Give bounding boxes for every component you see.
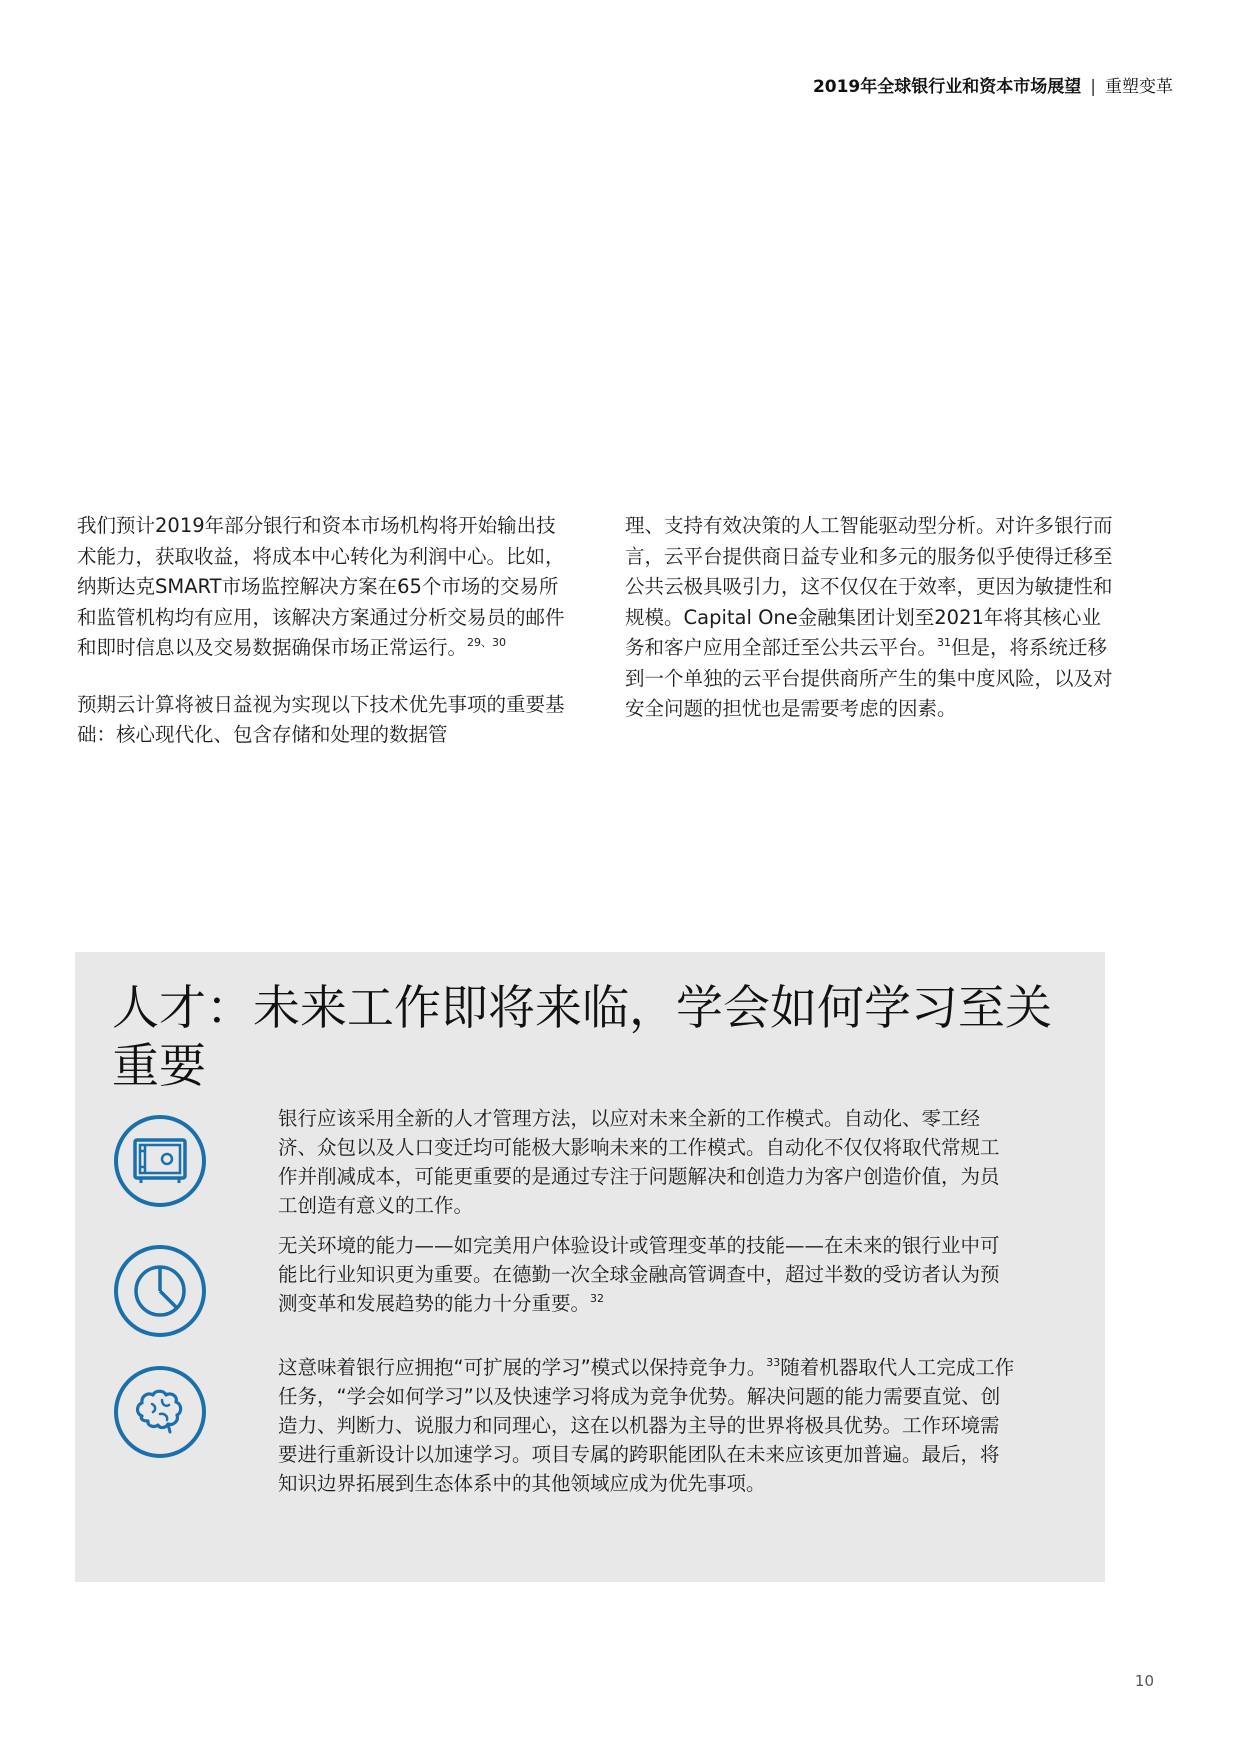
report-title: 2019年全球银行业和资本市场展望 [812, 77, 1082, 97]
report-subtitle: 重塑变革 [1105, 77, 1173, 97]
right-paragraph-1-text: 理、支持有效决策的人工智能驱动型分析。对许多银行而言，云平台提供商日益专业和多元的服务似乎使得迁移至公共云极具吸引力，这不仅仅在于效率，更因为敏捷性和规模。Capital One金融集团计划至2021年将其核心业务和客户应用全部迁至公共云平台。 [625, 514, 1113, 659]
footnote-ref: 33 [766, 1356, 781, 1369]
talent-callout-panel [75, 952, 1105, 1582]
brain-icon [112, 1364, 208, 1460]
panel-item-2-body: 无关环境的能力——如完美用户体验设计或管理变革的技能——在未来的银行业中可能比行业知识更为重要。在德勤一次全球金融高管调查中，超过半数的受访者认为预测变革和发展趋势的能力十分重要。 [278, 1234, 1000, 1315]
right-paragraph-1-continued: 但是，将系统迁移到一个单独的云平台提供商所产生的集中度风险，以及对安全问题的担忧也是需要考虑的因素。 [625, 636, 1113, 720]
pie-chart-icon [112, 1243, 208, 1339]
panel-title: 人才：未来工作即将来临，学会如何学习至关重要 [112, 981, 1052, 1094]
left-column [77, 511, 567, 751]
safe-icon [112, 1113, 208, 1209]
right-column [625, 511, 1115, 725]
left-paragraph-1-text: 我们预计2019年部分银行和资本市场机构将开始输出技术能力，获取收益，将成本中心转化为利润中心。比如，纳斯达克SMART市场监控解决方案在65个市场的交易所和监管机构均有应用，该解决方案通过分析交易员的邮件和即时信息以及交易数据确保市场正常运行。 [77, 514, 565, 659]
left-paragraph-1 [77, 511, 567, 664]
footnote-ref: 31 [937, 636, 952, 649]
header-separator: | [1090, 77, 1096, 97]
footnote-ref: 32 [590, 1292, 605, 1305]
running-header [813, 72, 1173, 97]
panel-item-2-text [278, 1231, 1018, 1318]
right-paragraph-1 [625, 511, 1115, 725]
left-paragraph-2: 预期云计算将被日益视为实现以下技术优先事项的重要基础：核心现代化、包含存储和处理的数据管 [77, 692, 565, 746]
panel-item-3-text [278, 1353, 1018, 1498]
panel-item-1-text: 银行应该采用全新的人才管理方法，以应对未来全新的工作模式。自动化、零工经济、众包以及人口变迁均可能极大影响未来的工作模式。自动化不仅仅将取代常规工作并削减成本，可能更重要的是通过专注于问题解决和创造力为客户创造价值，为员工创造有意义的工作。 [278, 1107, 1000, 1217]
page-number: 10 [1134, 1672, 1154, 1690]
panel-item-3-continued: 随着机器取代人工完成工作任务，“学会如何学习”以及快速学习将成为竞争优势。解决问题的能力需要直觉、创造力、判断力、说服力和同理心，这在以机器为主导的世界将极具优势。工作环境需要进行重新设计以加速学习。项目专属的跨职能团队在未来应该更加普遍。最后，将知识边界拓展到生态体系中的其他领域应成为优先事项。 [278, 1356, 1015, 1495]
footnote-ref: 29、30 [467, 636, 507, 649]
panel-item-3-body: 这意味着银行应拥抱“可扩展的学习”模式以保持竞争力。 [278, 1356, 767, 1379]
